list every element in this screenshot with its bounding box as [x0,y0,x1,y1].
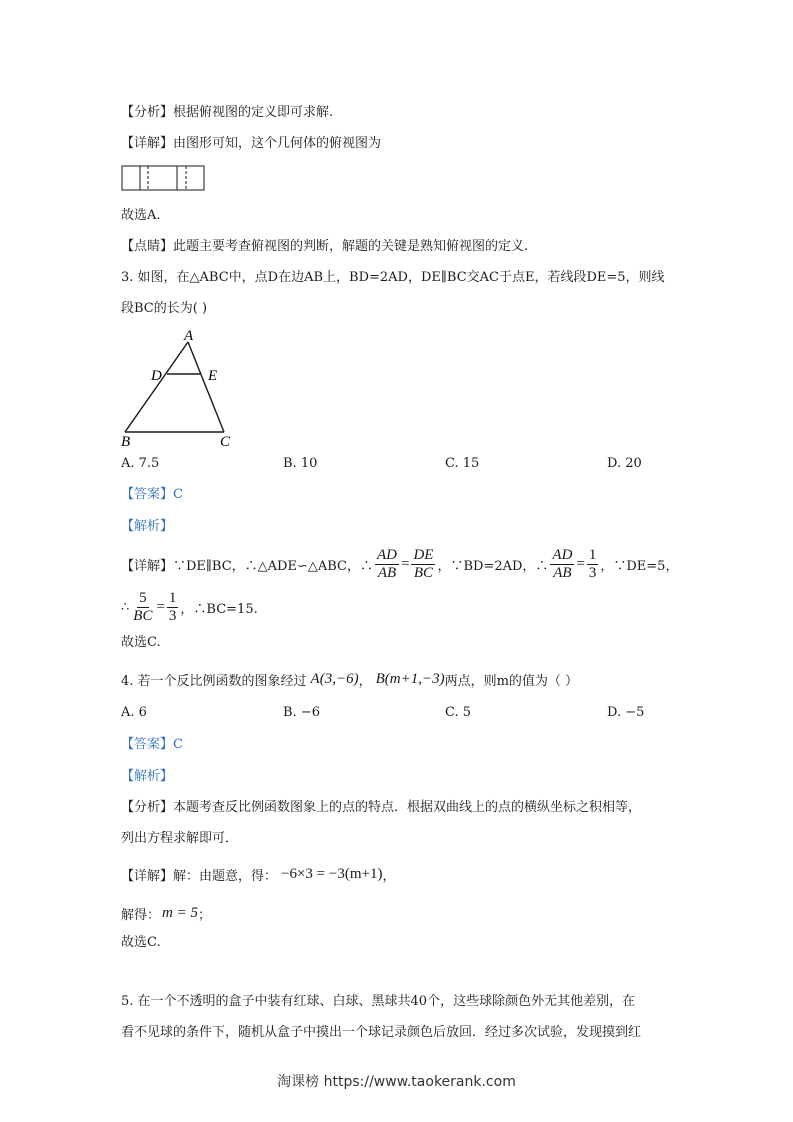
fraction-de-bc: $\frac{DE}{BC}$ [413,546,434,581]
q4-option-a: A. 6 [121,705,147,720]
q3-option-b: B. 10 [283,456,318,471]
fraction-one-third: $\frac{1}{3}$ [588,546,597,581]
equals-sign: = [400,555,410,572]
label-d: D [151,368,162,384]
q4-option-c: C. 5 [445,705,472,720]
point-b: B(m+1,−3) [375,670,445,687]
q4-choose: 故选C. [121,935,161,950]
q4-solve-prefix: 解得： [121,907,161,923]
q3-option-c: C. 15 [445,456,480,471]
q3-jiexi: 【解析】 [121,519,174,534]
q4-solve-eq: m = 5 [162,904,198,921]
q4-equation: −6×3 = −3(m+1) [281,865,383,882]
q4-stem-suffix: 两点，则m的值为（ ） [444,673,579,689]
label-c: C [220,434,231,448]
q4-detail-suffix: ， [382,868,396,884]
q4-analysis-line1: 【分析】本题考查反比例函数图象上的点的特点．根据双曲线上的点的横纵坐标之积相等， [121,800,642,815]
triangle-figure [115,328,240,448]
q4-jiexi: 【解析】 [121,769,174,784]
top-view-figure [121,165,207,193]
q3-stem-line1: 3. 如图，在△ABC中，点D在边AB上，BD=2AD，DE∥BC交AC于点E，若线段DE=5，则线 [121,270,665,285]
q4-stem [121,667,578,691]
q5-line2: 看不见球的条件下，随机从盒子中摸出一个球记录颜色后放回．经过多次试验，发现摸到红 [121,1025,642,1040]
analysis-text: 【分析】根据俯视图的定义即可求解. [121,105,334,120]
q4-solve [121,901,211,925]
q3-option-a: A. 7.5 [121,456,160,471]
fraction-ad-ab-2: $\frac{AD}{AB}$ [552,546,573,581]
q3-detail-prefix: 【详解】∵DE∥BC，∴△ADE∽△ABC，∴ [121,558,373,574]
label-b: B [121,434,131,448]
q3-option-d: D. 20 [607,456,642,471]
q4-comma: ， [358,673,372,689]
q3-detail-line2-end: ，∴BC=15. [180,601,258,617]
q3-detail-end: ，∵DE=5， [600,558,679,574]
detail-text: 【详解】由图形可知，这个几何体的俯视图为 [121,136,382,151]
equals-sign-3: = [156,598,165,615]
q4-option-b: B. −6 [283,705,320,720]
fraction-one-third-2: $\frac{1}{3}$ [168,589,177,624]
q3-stem-line2: 段BC的长为( ) [121,301,208,316]
q4-stem-prefix: 4. 若一个反比例函数的图象经过 [121,673,307,689]
point-a: A(3,−6) [310,670,359,687]
q4-detail-prefix: 【详解】解：由题意，得： [121,868,278,884]
fraction-5-bc: $\frac{5}{BC}$ [133,589,153,624]
label-e: E [208,368,218,384]
q3-answer: 【答案】C [121,487,183,502]
q5-line1: 5. 在一个不透明的盒子中装有红球、白球、黑球共40个，这些球除颜色外无其他差别，在 [121,994,636,1009]
q4-detail [121,862,396,886]
footer-watermark: 淘课榜 https://www.taokerank.com [277,1074,516,1090]
q4-option-d: D. −5 [607,705,645,720]
equals-sign-2: = [576,555,585,572]
q4-solve-suffix: ； [197,907,211,923]
q3-choose: 故选C. [121,635,161,650]
therefore-symbol: ∴ [121,599,130,615]
fraction-ad-ab: $\frac{AD}{AB}$ [376,546,397,581]
q4-answer: 【答案】C [121,737,183,752]
label-a: A [184,328,194,344]
choose-text: 故选A. [121,208,161,223]
q3-detail-line2 [121,586,258,628]
q3-detail-line1 [121,543,678,585]
q4-analysis-line2: 列出方程求解即可． [121,831,239,846]
q3-detail-mid: ，∵BD=2AD，∴ [437,558,549,574]
comment-text: 【点睛】此题主要考查俯视图的判断，解题的关键是熟知俯视图的定义. [121,239,529,254]
